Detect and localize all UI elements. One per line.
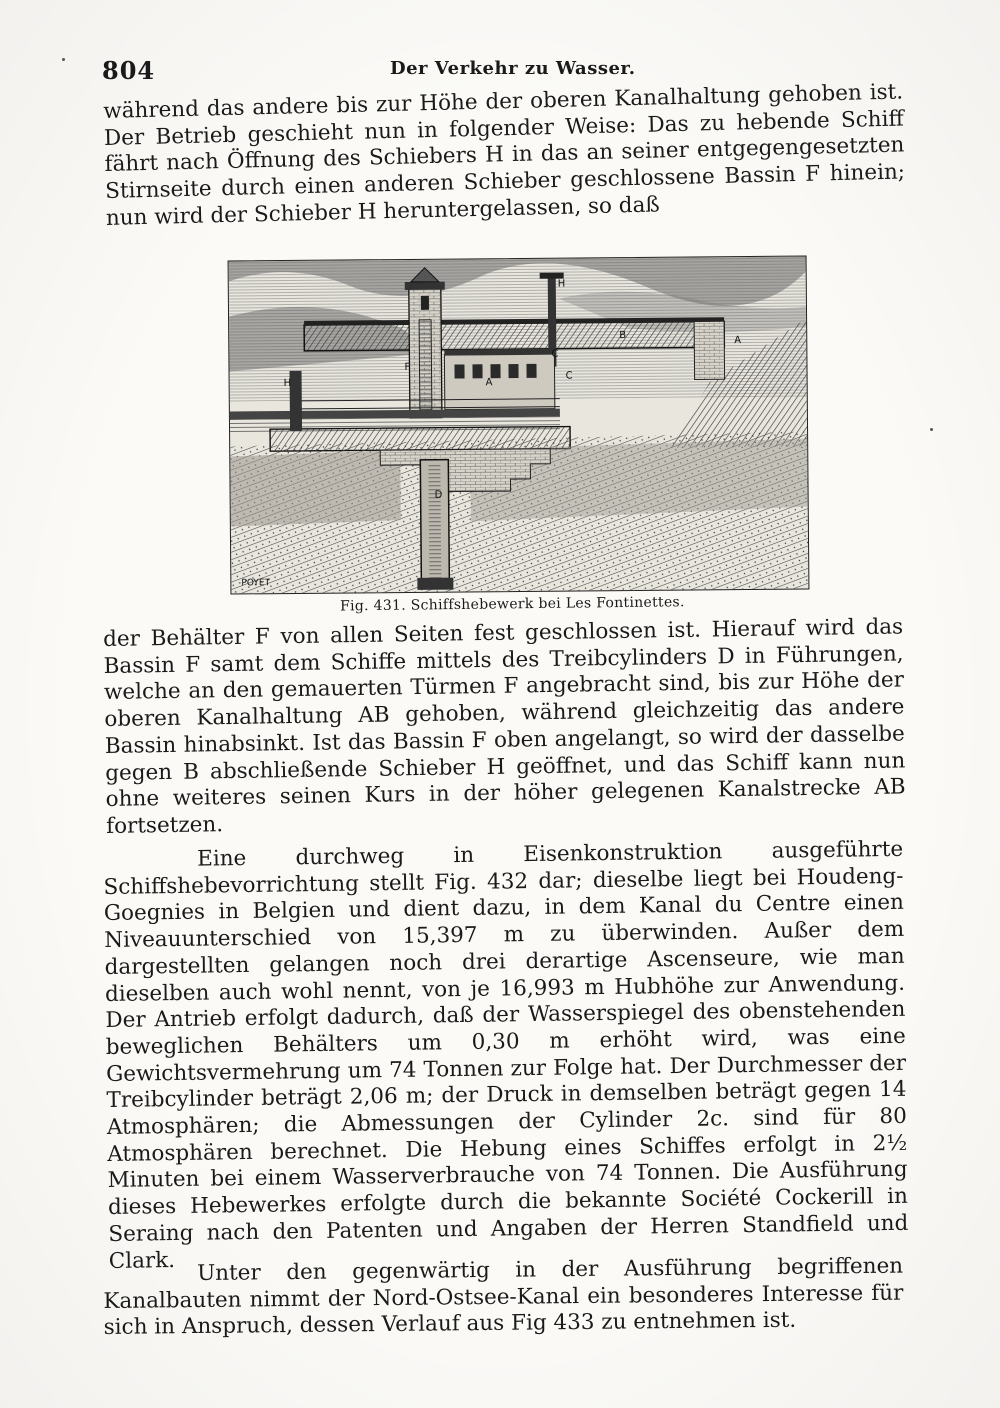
figure-label-a2: A xyxy=(485,377,493,389)
figure-caption: Fig. 431. Schiffshebewerk bei Les Fontinettes. xyxy=(339,594,685,615)
paragraph-text: der Behälter F von allen Seiten fest geschlossen ist. Hierauf wird das Bassin F samt dem Schiffe mittels des Treibcylinders D in Führungen, welche an den gemauerten Türmen F angebracht sind, bis zur Höhe der oberen Kanalhaltung AB gehoben, während gleichzeitig das andere Bassin hinabsinkt. Ist das Bassin F oben angelangt, so wird der dasselbe gegen B abschließende Schieber H geöffnet, und das Schiff kann nun ohne weiteres seinen Kurs in der höher gelegenen Kanalstrecke AB fortsetzen. xyxy=(103,614,906,839)
paragraph-3 xyxy=(103,837,909,1275)
print-speck xyxy=(930,428,933,431)
figure-label-a: A xyxy=(734,335,742,347)
ship-lift-illustration xyxy=(229,256,809,593)
figure-label-h2: H xyxy=(557,278,566,290)
figure-label-c: C xyxy=(565,370,573,382)
running-head: Der Verkehr zu Wasser. xyxy=(390,58,636,79)
paragraph-2 xyxy=(103,614,906,840)
page-number: 804 xyxy=(102,56,156,85)
print-speck xyxy=(62,58,65,61)
engraver-signature: POYET xyxy=(241,578,271,589)
paragraph-text: Eine durchweg in Eisenkonstruktion ausgeführte Schiffshebevorrichtung stellt Fig. 432 dar; dieselbe liegt bei Houdeng-Goegnies in Belgien und dient dazu, in dem Kanal du Centre einen Niveauunterschied von 15,397 m zu überwinden. Außer dem dargestellten gelangen noch drei derartige Ascenseure, wie man dieselben auch wohl nennt, von je 16,993 m Hubhöhe zur Anwendung. Der Antrieb erfolgt dadurch, daß der Wasserspiegel des obenstehenden beweglichen Behälters um 0,30 m erhöht wird, was eine Gewichtsvermehrung um 74 Tonnen zur Folge hat. Der Durchmesser der Treibcylinder beträgt 2,06 m; der Druck in demselben beträgt gegen 14 Atmosphären; die Abmessungen der Cylinder 2c. sind für 80 Atmosphären berechnet. Die Hebung eines Schiffes erfolgt in 2½ Minuten bei einem Wasserverbrauche von 74 Tonnen. Die Ausführung dieses Hebewerkes erfolgte durch die bekannte Société Cockerill in Seraing nach den Patenten und Angaben der Herren Standfield und Clark. xyxy=(103,836,909,1274)
figure-label-h: H xyxy=(283,377,292,390)
paragraph-text: während das andere bis zur Höhe der oberen Kanalhaltung gehoben ist. Der Betrieb geschieht nun in folgender Weise: Das zu hebende Schiff fährt nach Öffnung des Schiebers H in das an seiner entgegengesetzten Stirnseite durch einen anderen Schieber geschlossene Bassin F hinein; nun wird der Schieber H heruntergelassen, so daß xyxy=(103,79,906,231)
figure-label-c2: C xyxy=(551,348,559,360)
paragraph-4 xyxy=(103,1254,904,1342)
paragraph-text: Unter den gegenwärtig in der Ausführung begriffenen Kanalbauten nimmt der Nord-Ostsee-Kanal ein besonderes Interesse für sich in Anspruch, dessen Verlauf aus Fig 433 zu entnehmen ist. xyxy=(103,1253,904,1341)
figure-label-f: F xyxy=(404,361,411,373)
figure-label-b: B xyxy=(619,330,627,342)
paragraph-1 xyxy=(103,79,906,232)
figure-engraving xyxy=(228,255,810,594)
figure-label-d: D xyxy=(434,489,443,501)
